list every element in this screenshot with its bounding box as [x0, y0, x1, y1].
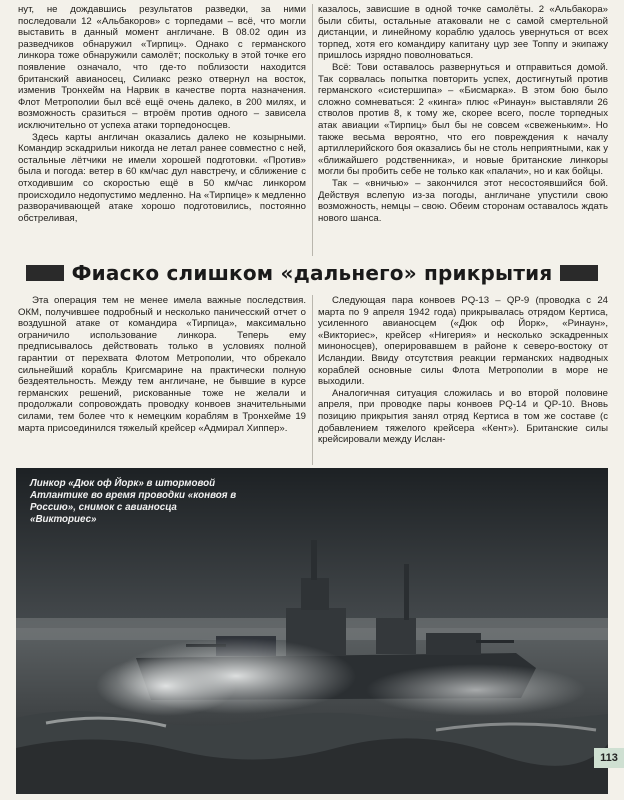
battleship-photo: [16, 468, 608, 794]
paragraph: Так – «вничью» – закончился этот несостоявшийся бой. Действуя вслепую из-за погоды, англичане упустили свою возможность, немцы – свою. Обеим сторонам оставалось ждать нового шанса.: [318, 177, 608, 224]
column-divider: [312, 4, 313, 256]
paragraph: нут, не дождавшись результатов разведки, за ними последовали 12 «Альбакоров» с торпедами – всё, что могли выставить в данный момент англичане. В 08.02 один из разведчиков обнаружил «Тирпиц». Однако с германского линкора тоже обнаружили самолёт; поскольку в этой точке его появление означало, что где-то поблизости находится британский авианосец, Силиакс резко отвернул на восток, изменив Тронхейм на Нарвик в качестве порта назначения. Флот Метрополии был всё ещё очень далеко, в 200 милях, и возможность сразиться – втроём против одного – зависела исключительно от успеха атаки торпедоносцев.: [18, 4, 306, 131]
heading-rule-right: [560, 265, 598, 281]
paragraph: казалось, зависшие в одной точке самолёты. 2 «Альбакора» были сбиты, остальные атаковали не с самой смертельной дистанции, и линейному кораблю удалось увернуться от всех торпед, хотя его командиру капитану цур зее Топпу и экипажу пришлось изрядно поволноваться.: [318, 4, 608, 62]
heading-rule-left: [26, 265, 64, 281]
text-column-mid-left: [18, 295, 306, 434]
page-number: 113: [594, 748, 624, 768]
section-title: Фиаско слишком «дальнего» прикрытия: [71, 261, 553, 285]
text-column-top-right: [318, 4, 608, 224]
column-divider: [312, 295, 313, 465]
paragraph: Эта операция тем не менее имела важные последствия. ОКМ, получившее подробный и несколько паничесский отчет о воздушной атаке от командира «Тирпица», максимально ограничило использование линкора. Теперь ему предписывалось действовать только в условиях полной гарантии от перехвата Флотом Метрополии, что обрекало сильнейший корабль Кригсмарине на практически полную бездеятельность. Между тем англичане, не бывшие в курсе германских решений, рискованные тоже не желали и продолжали сопровождать проводку конвоев значительными силами, тем более что к немецким кораблям в Тронхейме 19 марта присоединился тяжелый крейсер «Адмирал Хиппер».: [18, 295, 306, 434]
text-column-mid-right: [318, 295, 608, 446]
paragraph: Здесь карты англичан оказались далеко не козырными. Командир эскадрильи никогда не летал ранее совместно с ней, остальные лётчики не имели хорошей подготовки. «Против» была и погода: ветер в 60 км/час дул навстречу, и сближение с отходившим со скоростью ещё в 50 км/час линкором происходило недопустимо медленно. На «Тирпице» к медленно разворачивающей атаке хорошо подготовились, постоянно обстреливая,: [18, 131, 306, 224]
photo-caption: Линкор «Дюк оф Йорк» в штормовой Атлантике во время проводки «конвоя в Россию», снимок с авианосца «Викториес»: [30, 478, 237, 525]
paragraph: Следующая пара конвоев PQ-13 – QP-9 (проводка с 24 марта по 9 апреля 1942 года) прикрывалась отрядом Кертиса, усиленного авианосцем («Дюк оф Йорк», «Ринаун», «Викториес», крейсер «Нигерия» и несколько эскадренных миноносцев), оперировавшем в районе к северо-востоку от Исландии. Ввиду отсутствия реакции германских надводных кораблей основные силы Флота Метрополии в море не выходили.: [318, 295, 608, 388]
text-column-top-left: [18, 4, 306, 224]
section-heading: [18, 258, 606, 288]
paragraph: Аналогичная ситуация сложилась и во второй половине апреля, при проводке пары конвоев PQ-14 и QP-10. Вновь позицию прикрытия занял отряд Кертиса в том же составе (с добавлением тяжелого крейсера «Кент»). Британские силы крейсировали между Ислан-: [318, 387, 608, 446]
paragraph: Всё: Тови оставалось развернуться и отправиться домой. Так сорвалась попытка повторить успех, достигнутый против германского «систершипа» – «Бисмарка». В этом бою было сложно сомневаться: 2 «кинга» плюс «Ринаун» выставляли 26 стволов против 8, к тому же, скорее всего, после торпедных атак авиации «Тирпиц» был бы не совсем «свеженьким». Но также весьма вероятно, что его повреждения к началу артиллерийского боя оказались бы не столь неприятными, как у «ближайшего родственника», и новые британские линкоры могли бы пробить себе не только как «палачи», но и как бойцы.: [318, 61, 608, 178]
